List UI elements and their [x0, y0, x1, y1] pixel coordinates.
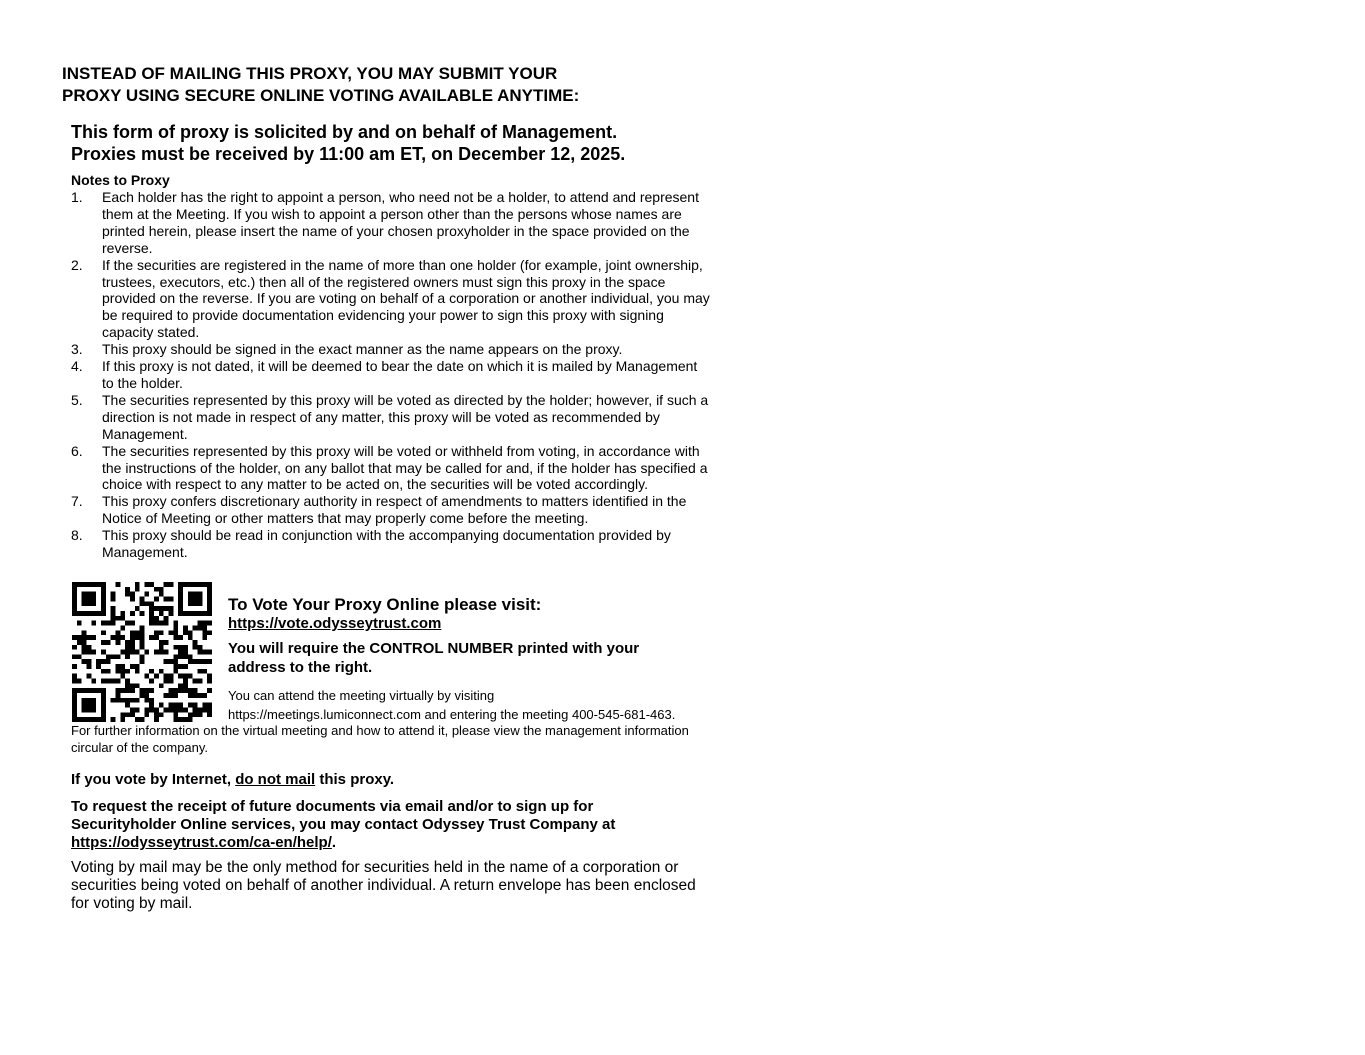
note-item [71, 341, 711, 358]
note-text: This proxy confers discretionary authority in respect of amendments to matters identified in the Notice of Meeting or other matters that may properly come before the meeting. [102, 493, 687, 527]
further-information-text: For further information on the virtual meeting and how to attend it, please view the management information circular of the company. [71, 723, 689, 755]
mail-voting-notice: Voting by mail may be the only method for securities held in the name of a corporation or securities being voted on behalf of another individual. A return envelope has been enclosed for voting by mail. [71, 859, 696, 912]
do-not-mail-text: do not mail [235, 771, 316, 788]
note-item [71, 493, 711, 527]
notes-list [71, 189, 711, 561]
header-line-2: PROXY USING SECURE ONLINE VOTING AVAILABLE ANYTIME: [62, 86, 580, 105]
virtual-meeting-text-1: You can attend the meeting virtually by visiting [228, 688, 495, 703]
note-number: 7. [71, 493, 83, 510]
note-item [71, 257, 711, 342]
request-end: . [331, 834, 337, 851]
internet-vote-notice [71, 771, 394, 789]
note-text: If this proxy is not dated, it will be deemed to bear the date on which it is mailed by Management to the holder. [102, 358, 698, 391]
note-text: The securities represented by this proxy will be voted as directed by the holder; however, if such a direction is not made in respect of any matter, this proxy will be voted as recommended by Management. [102, 391, 709, 442]
note-number: 8. [71, 527, 83, 544]
instructions-header [62, 63, 712, 107]
internet-pre: If you vote by Internet, [71, 771, 236, 788]
solicit-line-1: This form of proxy is solicited by and on behalf of Management. [71, 122, 618, 142]
virtual-meeting-text-2: https://meetings.lumiconnect.com and entering the meeting 400-545-681-463. [228, 707, 676, 722]
note-text: If the securities are registered in the name of more than one holder (for example, joint ownership, trustees, executors, etc.) then all of the registered owners must sign this proxy in the space provided on the reverse. If you are voting on behalf of a corporation or another individual, you may be required to provide documentation evidencing your power to sign this proxy with signing capacity stated. [102, 256, 710, 341]
note-item [71, 358, 711, 392]
note-item [71, 443, 711, 494]
control-number-notice: You will require the CONTROL NUMBER printed with your address to the right. [228, 640, 640, 676]
vote-website-link[interactable]: https://vote.odysseytrust.com [228, 615, 442, 632]
note-number: 4. [71, 358, 83, 375]
qr-code-icon[interactable] [72, 582, 212, 722]
note-item [71, 189, 711, 257]
note-text: Each holder has the right to appoint a person, who need not be a holder, to attend and represent them at the Meeting. If you wish to appoint a person other than the persons whose names are printed herein, please insert the name of your chosen proxyholder in the space provided on the reverse. [102, 189, 699, 256]
note-text: This proxy should be signed in the exact manner as the name appears on the proxy. [102, 341, 623, 358]
request-text: To request the receipt of future documents via email and/or to sign up for Securityholder Online services, you may contact Odyssey Trust Company at [71, 798, 616, 833]
note-text: This proxy should be read in conjunction with the accompanying documentation provided by Management. [102, 527, 671, 561]
note-number: 6. [71, 442, 83, 459]
note-number: 1. [71, 189, 83, 205]
note-item [71, 392, 711, 443]
note-number: 3. [71, 341, 83, 358]
note-number: 2. [71, 256, 83, 273]
note-item [71, 527, 711, 561]
note-number: 5. [71, 391, 83, 408]
note-text: The securities represented by this proxy will be voted or withheld from voting, in accordance with the instructions of the holder, on any ballot that may be called for and, if the holder has specified a choice with respect to any matter to be acted on, the securities will be voted accordingly. [102, 442, 708, 493]
help-link[interactable]: https://odysseytrust.com/ca-en/help/ [71, 834, 332, 851]
solicitation-notice [71, 121, 731, 165]
notes-title: Notes to Proxy [71, 172, 170, 188]
online-vote-title: To Vote Your Proxy Online please visit: [228, 595, 542, 614]
documents-request-notice [71, 798, 691, 852]
header-line-1: INSTEAD OF MAILING THIS PROXY, YOU MAY SUBMIT YOUR [62, 64, 558, 83]
solicit-line-2: Proxies must be received by 11:00 am ET, on December 12, 2025. [71, 144, 626, 164]
internet-post: this proxy. [315, 771, 395, 788]
